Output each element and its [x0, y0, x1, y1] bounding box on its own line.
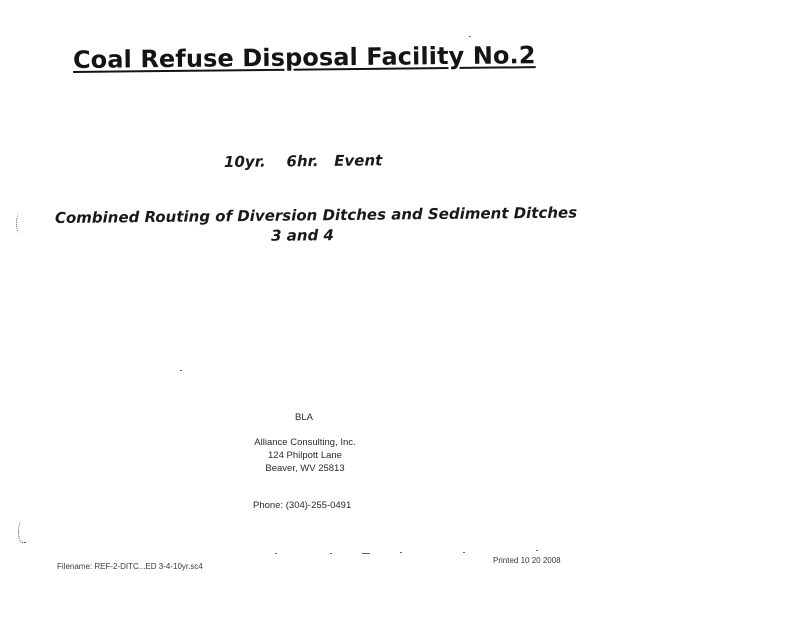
subtitle-line-2: 3 and 4: [270, 226, 335, 245]
scan-speck: [536, 550, 538, 551]
footer-filename: Filename: REF-2-DITC...ED 3-4-10yr.sc4: [57, 562, 203, 571]
scan-speck: [400, 552, 402, 553]
scan-speck: [180, 370, 182, 371]
scan-speck: [469, 36, 471, 37]
scan-speck: [362, 553, 370, 554]
firm-address-block: [250, 436, 360, 475]
firm-name: Alliance Consulting, Inc.: [254, 437, 356, 448]
storm-event-label: 10yr. 6hr. Event: [223, 151, 383, 171]
scan-speck: [330, 553, 332, 554]
document-title: Coal Refuse Disposal Facility No.2: [72, 41, 536, 74]
address-line-1: 124 Philpott Lane: [268, 450, 342, 461]
subtitle-line-1: Combined Routing of Diversion Ditches and Sediment Ditches: [54, 203, 578, 228]
firm-abbreviation: BLA: [295, 412, 313, 423]
hole-punch-mark-top: [16, 213, 23, 233]
firm-phone: Phone: (304)-255-0491: [253, 500, 352, 511]
scan-speck: [275, 553, 277, 554]
document-subtitle: [54, 203, 578, 248]
scan-speck: [463, 552, 465, 553]
hole-punch-mark-bottom: [18, 520, 26, 543]
footer-printed-date: Printed 10 20 2008: [493, 556, 561, 565]
address-line-2: Beaver, WV 25813: [265, 463, 345, 474]
